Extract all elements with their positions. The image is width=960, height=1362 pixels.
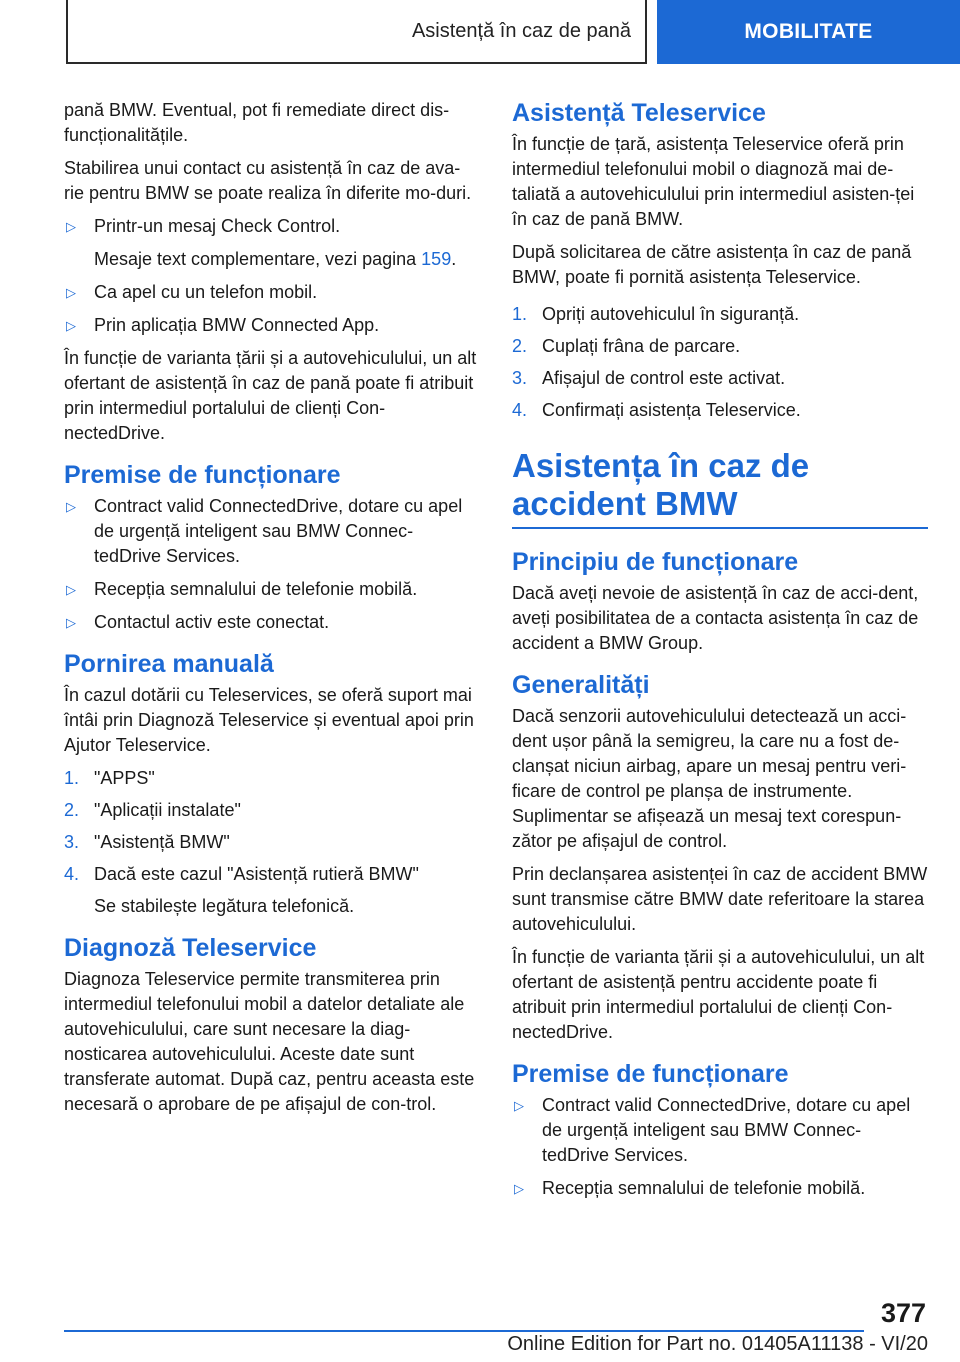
triangle-bullet-icon: ▷ (66, 615, 76, 630)
triangle-bullet-icon: ▷ (514, 1098, 524, 1113)
triangle-bullet-icon: ▷ (66, 285, 76, 300)
step-text: Confirmați asistența Teleservice. (542, 400, 801, 420)
step-text: "Aplicații instalate" (94, 800, 241, 820)
list-item-note (94, 247, 478, 272)
list-item-text: Contract valid ConnectedDrive, dotare cu apel de urgență inteligent sau BMW Connec-tedDrive Services. (542, 1095, 911, 1165)
list-item-text: Contract valid ConnectedDrive, dotare cu apel de urgență inteligent sau BMW Connec-tedDrive Services. (94, 496, 463, 566)
list-item (512, 366, 928, 391)
section-heading: Pornirea manuală (64, 650, 274, 678)
paragraph: Stabilirea unui contact cu asistență în caz de ava-rie pentru BMW se poate realiza în diferite mo-duri. (64, 158, 472, 203)
section-heading: Premise de funcționare (64, 461, 341, 489)
list-item (512, 334, 928, 359)
step-text: "Asistență BMW" (94, 832, 230, 852)
page-number: 377 (880, 1298, 926, 1328)
list-item-text: Prin aplicația BMW Connected App. (94, 315, 380, 335)
step-number: 1. (512, 304, 528, 324)
list-item-text: Recepția semnalului de telefonie mobilă. (542, 1178, 866, 1198)
chapter-heading-line: Asistența în caz de (512, 447, 810, 484)
paragraph: pană BMW. Eventual, pot fi remediate direct dis-funcționalitățile. (64, 100, 450, 145)
list-item (64, 577, 478, 602)
section-heading: Principiu de funcționare (512, 548, 799, 576)
section-heading: Premise de funcționare (512, 1060, 789, 1088)
footer-edition: Online Edition for Part no. 01405A11138 - VI/20 (507, 1333, 928, 1355)
paragraph: În funcție de varianta țării și a autovehiculului, un alt ofertant de asistență în caz de pană poate fi atribuit prin intermediul portalului de clienți Con-nectedDrive. (64, 348, 477, 443)
paragraph: Diagnoza Teleservice permite transmiterea prin intermediul telefonului mobil a datelor detaliate ale autovehiculului, care sunt necesare la diag-nosticarea autovehiculului. Aceste date sunt transferate automat. După caz, pentru aceasta este necesară o aprobare de pe afișajul de con-trol. (64, 969, 475, 1114)
list-item-text: Ca apel cu un telefon mobil. (94, 282, 318, 302)
step-text: "APPS" (94, 768, 155, 788)
footer-rule (64, 1330, 864, 1332)
list-item (64, 862, 478, 887)
paragraph: În funcție de varianta țării și a autovehiculului, un alt ofertant de asistență pentru accidente poate fi atribuit prin intermediul portalului de clienți Con-nectedDrive. (512, 947, 925, 1042)
note-text: Mesaje text complementare, vezi pagina (94, 249, 422, 269)
list-item (64, 610, 478, 635)
paragraph: Dacă aveți nevoie de asistență în caz de acci-dent, aveți posibilitatea de a contacta asistența în caz de accident a BMW Group. (512, 583, 919, 653)
list-item-text: Recepția semnalului de telefonie mobilă. (94, 579, 418, 599)
paragraph: Dacă senzorii autovehiculului detectează un acci-dent ușor până la semigreu, la care nu a fost de-clanșat niciun airbag, apare un mesaj pentru veri-ficare de control pe planșa de instrumente. Suplimentar se afișează un mesaj text corespun-zător pe afișajul de control. (512, 706, 907, 851)
chapter-heading-line: accident BMW (512, 485, 738, 522)
step-number: 2. (512, 336, 528, 356)
step-number: 2. (64, 800, 80, 820)
triangle-bullet-icon: ▷ (66, 499, 76, 514)
list-item (64, 830, 478, 855)
step-text: Afișajul de control este activat. (542, 368, 786, 388)
list-item (512, 1176, 928, 1201)
triangle-bullet-icon: ▷ (66, 219, 76, 234)
header-section-title: Asistență în caz de pană (66, 0, 647, 64)
step-number: 3. (64, 832, 80, 852)
list-item (64, 798, 478, 823)
paragraph: Prin declanșarea asistenței în caz de accident BMW sunt transmise către BMW date referitoare la starea autovehiculului. (512, 864, 928, 934)
paragraph: În funcție de țară, asistența Teleservice oferă prin intermediul telefonului mobil o diagnoză mai de-taliată a autovehiculului prin intermediul asisten-ței în caz de pană BMW. (512, 134, 915, 229)
section-heading: Diagnoză Teleservice (64, 934, 317, 962)
chapter-heading (512, 447, 928, 523)
list-item-text: Contactul activ este conectat. (94, 612, 330, 632)
left-column (64, 98, 478, 1125)
step-number: 4. (512, 400, 528, 420)
step-text: Opriți autovehiculul în siguranță. (542, 304, 800, 324)
list-item (512, 1093, 928, 1168)
header-chapter-tab: MOBILITATE (657, 0, 960, 64)
list-item (64, 214, 478, 239)
page-link[interactable]: 159 (421, 249, 452, 269)
section-heading: Generalități (512, 671, 650, 699)
triangle-bullet-icon: ▷ (514, 1181, 524, 1196)
note-end: . (451, 249, 457, 269)
step-number: 4. (64, 864, 80, 884)
right-column (512, 98, 928, 1209)
list-item-text: Printr-un mesaj Check Control. (94, 216, 341, 236)
list-item (512, 302, 928, 327)
triangle-bullet-icon: ▷ (66, 582, 76, 597)
section-heading: Asistență Teleservice (512, 99, 766, 127)
list-item (64, 280, 478, 305)
list-item (64, 313, 478, 338)
step-text: Dacă este cazul "Asistență rutieră BMW" (94, 864, 419, 884)
list-item (64, 766, 478, 791)
list-item (64, 494, 478, 569)
step-text: Cuplați frâna de parcare. (542, 336, 741, 356)
step-note: Se stabilește legătura telefonică. (94, 896, 355, 916)
list-item (512, 398, 928, 423)
paragraph: În cazul dotării cu Teleservices, se oferă suport mai întâi prin Diagnoză Teleservice și eventual apoi prin Ajutor Teleservice. (64, 685, 474, 755)
step-number: 1. (64, 768, 80, 788)
triangle-bullet-icon: ▷ (66, 318, 76, 333)
heading-rule (512, 527, 928, 529)
step-number: 3. (512, 368, 528, 388)
paragraph: După solicitarea de către asistența în caz de pană BMW, poate fi pornită asistența Teleservice. (512, 242, 912, 287)
